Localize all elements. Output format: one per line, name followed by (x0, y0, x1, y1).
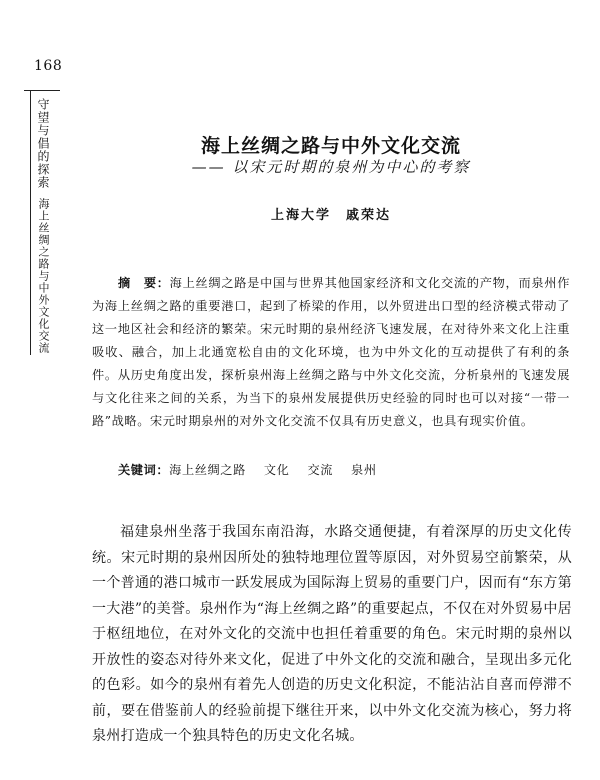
article-subtitle: —— 以宋元时期的泉州为中心的考察 (191, 158, 471, 176)
abstract-label: 摘 要： (118, 276, 170, 290)
keyword-item: 泉州 (351, 463, 377, 477)
abstract-text: 海上丝绸之路是中国与世界其他国家经济和文化交流的产物，而泉州作为海上丝绸之路的重要港口，起到了桥梁的作用，以外贸进出口型的经济模式带动了这一地区社会和经济的繁荣。宋元时期的泉州经济飞速发展，在对待外来文化上注重吸收、融合，加上北通宽松自由的文化环境，也为中外文化的互动提供了有利的条件。从历史角度出发，探析泉州海上丝绸之路与中外文化交流，分析泉州的飞速发展与文化往来之间的关系，为当下的泉州发展提供历史经验的同时也可以对接“一带一路”战略。宋元时期泉州的对外文化交流不仅具有历史意义，也具有现实价值。 (92, 276, 570, 428)
body-paragraph: 福建泉州坐落于我国东南沿海，水路交通便捷，有着深厚的历史文化传统。宋元时期的泉州因所处的独特地理位置等原因，对外贸易空前繁荣，从一个普通的港口城市一跃发展成为国际海上贸易的重要门户，因而有“东方第一大港”的美誉。泉州作为“海上丝绸之路”的重要起点，不仅在对外贸易中居于枢纽地位，在对外文化的交流中也担任着重要的角色。宋元时期的泉州以开放性的姿态对待外来文化，促进了中外文化的交流和融合，呈现出多元化的色彩。如今的泉州有着先人创造的历史文化积淀，不能沾沾自喜而停滞不前，要在借鉴前人的经验前提下继往开来，以中外文化交流为核心，努力将泉州打造成一个独具特色的历史文化名城。 (92, 524, 572, 744)
keywords (118, 461, 570, 478)
article-title: 海上丝绸之路与中外文化交流 (200, 134, 461, 157)
sidebar-vertical-divider (30, 90, 31, 355)
page-number: 168 (34, 58, 63, 74)
keywords-label: 关键词： (118, 463, 170, 477)
running-title: 海上丝绸之路与中外文化交流 (37, 198, 50, 354)
author-line: 上海大学 戚荣达 (270, 208, 391, 223)
keyword-item: 海上丝绸之路 (169, 463, 246, 477)
keyword-item: 文化 (263, 463, 290, 477)
series-title: 守望与倡的探索 (36, 98, 50, 189)
abstract (92, 272, 570, 433)
keyword-item: 交流 (307, 463, 334, 477)
